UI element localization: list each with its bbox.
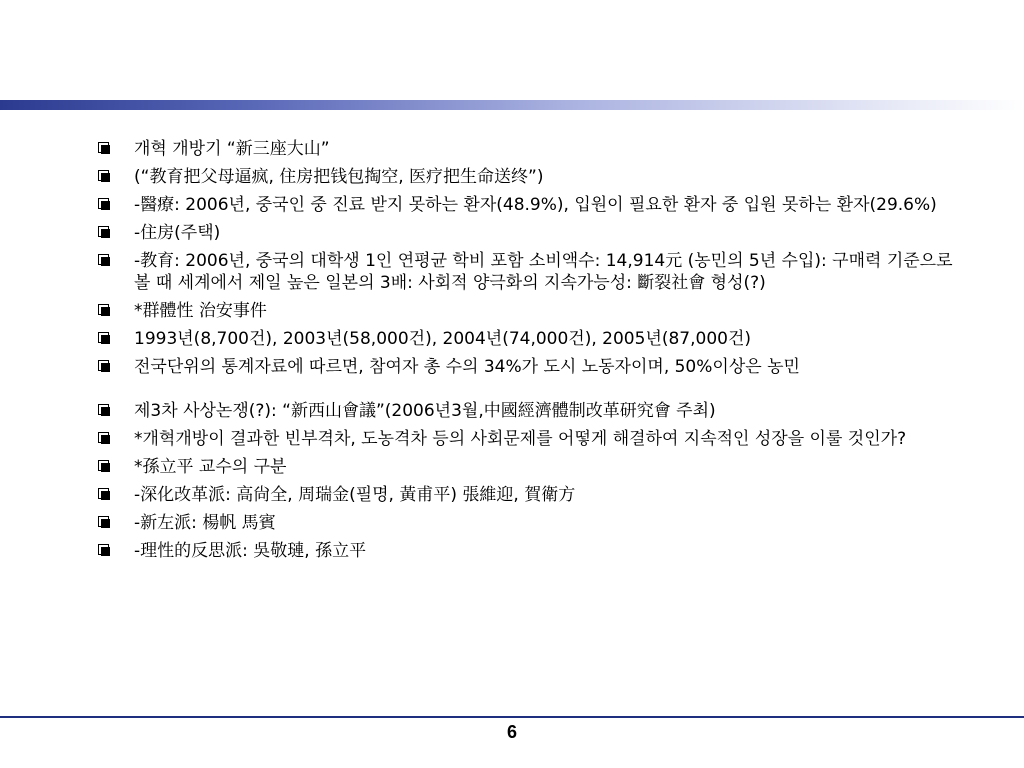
checkbox-bullet-icon — [98, 170, 109, 181]
checkbox-bullet-icon — [98, 304, 109, 315]
checkbox-bullet-icon — [98, 488, 109, 499]
list-item — [98, 300, 958, 322]
list-item — [98, 166, 958, 188]
list-item-text: (“教育把父母逼疯, 住房把钱包掏空, 医疗把生命送终”) — [134, 167, 544, 187]
list-item — [98, 512, 958, 534]
list-item — [98, 356, 958, 378]
list-item-text: *孫立平 교수의 구분 — [134, 457, 287, 477]
list-item-text: -住房(주택) — [134, 223, 221, 243]
list-item-text: 제3차 사상논쟁(?): “新西山會議”(2006년3월,中國經濟體制改革研究會 주최) — [134, 401, 716, 421]
checkbox-bullet-icon — [98, 226, 109, 237]
checkbox-bullet-icon — [98, 432, 109, 443]
list-item-text: 전국단위의 통계자료에 따르면, 참여자 총 수의 34%가 도시 노동자이며, 50%이상은 농민 — [134, 357, 800, 377]
list-item-text: -深化改革派: 高尙全, 周瑞金(필명, 黃甫平) 張維迎, 賀衛方 — [134, 485, 576, 505]
checkbox-bullet-icon — [98, 544, 109, 555]
checkbox-bullet-icon — [98, 460, 109, 471]
footer-divider — [0, 716, 1024, 718]
list-item — [98, 540, 958, 562]
checkbox-bullet-icon — [98, 404, 109, 415]
checkbox-bullet-icon — [98, 516, 109, 527]
list-item — [98, 400, 958, 422]
list-item — [98, 222, 958, 244]
list-item — [98, 138, 958, 160]
list-item — [98, 484, 958, 506]
checkbox-bullet-icon — [98, 332, 109, 343]
list-item-text: *群體性 治安事件 — [134, 301, 267, 321]
checkbox-bullet-icon — [98, 254, 109, 265]
list-item-text: -理性的反思派: 吳敬璉, 孫立平 — [134, 541, 367, 561]
list-item — [98, 456, 958, 478]
list-item — [98, 250, 958, 294]
bullet-list — [98, 138, 958, 568]
checkbox-bullet-icon — [98, 198, 109, 209]
list-item-text: 개혁 개방기 “新三座大山” — [134, 139, 330, 159]
list-item-text: 1993년(8,700건), 2003년(58,000건), 2004년(74,000건), 2005년(87,000건) — [134, 329, 752, 349]
list-item — [98, 194, 958, 216]
page-number: 6 — [506, 722, 517, 742]
checkbox-bullet-icon — [98, 360, 109, 371]
list-item-text: -教育: 2006년, 중국의 대학생 1인 연평균 학비 포함 소비액수: 14,914元 (농민의 5년 수입): 구매력 기준으로 볼 때 세계에서 제일 높은 일본의 3배: 사회적 양극화의 지속가능성: 斷裂社會 형성(?) — [134, 251, 953, 293]
list-item-text: *개혁개방이 결과한 빈부격차, 도농격차 등의 사회문제를 어떻게 해결하여 지속적인 성장을 이룰 것인가? — [134, 429, 907, 449]
checkbox-bullet-icon — [98, 142, 109, 153]
list-item-text: -醫療: 2006년, 중국인 중 진료 받지 못하는 환자(48.9%), 입원이 필요한 환자 중 입원 못하는 환자(29.6%) — [134, 195, 937, 215]
list-item-text: -新左派: 楊帆 馬賓 — [134, 513, 276, 533]
header-gradient-bar — [0, 100, 1024, 110]
list-item — [98, 428, 958, 450]
list-item — [98, 328, 958, 350]
